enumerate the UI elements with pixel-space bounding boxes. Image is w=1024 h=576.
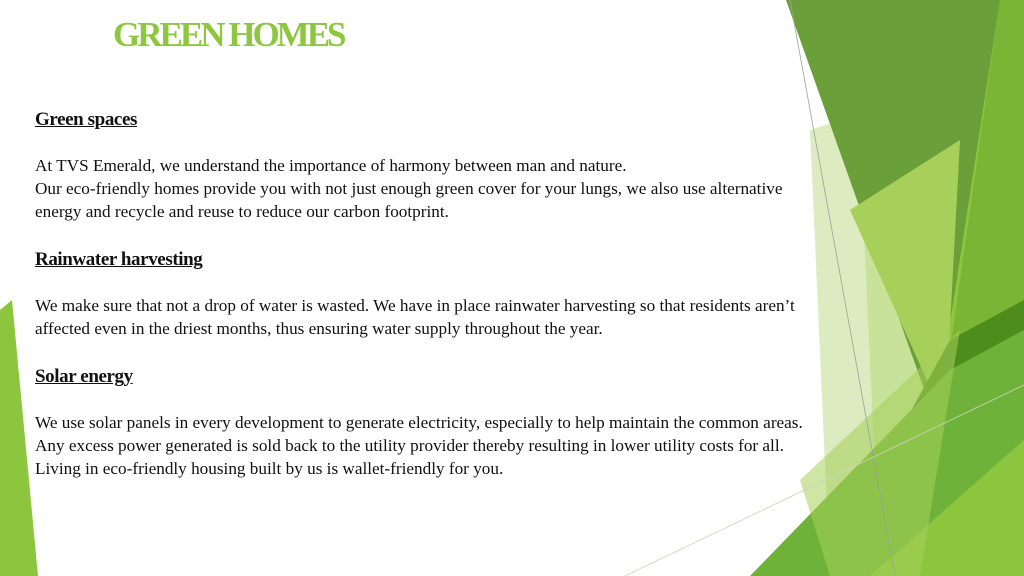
green-spaces-paragraph-2: Our eco-friendly homes provide you with not just enough green cover for your lungs, we also use alternative energy and recycle and reuse to reduce our carbon footprint. — [35, 179, 783, 221]
left-edge-strip — [0, 300, 38, 576]
slide-content — [35, 107, 805, 480]
rainwater-paragraph-1: We make sure that not a drop of water is wasted. We have in place rainwater harvesting so that residents aren’t affected even in the driest months, thus ensuring water supply throughout the year. — [35, 296, 795, 338]
section-heading-solar-energy: Solar energy — [35, 366, 133, 387]
slide-title: GREEN HOMES — [113, 15, 344, 54]
solar-paragraph-1: We use solar panels in every development to generate electricity, especially to help maintain the common areas. Any excess power generated is sold back to the utility provider thereby resulting in lower utility costs for all. Living in eco-friendly housing built by us is wallet-friendly for you. — [35, 413, 803, 478]
green-spaces-paragraph-1: At TVS Emerald, we understand the importance of harmony between man and nature. — [35, 156, 627, 175]
section-heading-rainwater-harvesting: Rainwater harvesting — [35, 249, 203, 270]
section-heading-green-spaces: Green spaces — [35, 109, 137, 130]
